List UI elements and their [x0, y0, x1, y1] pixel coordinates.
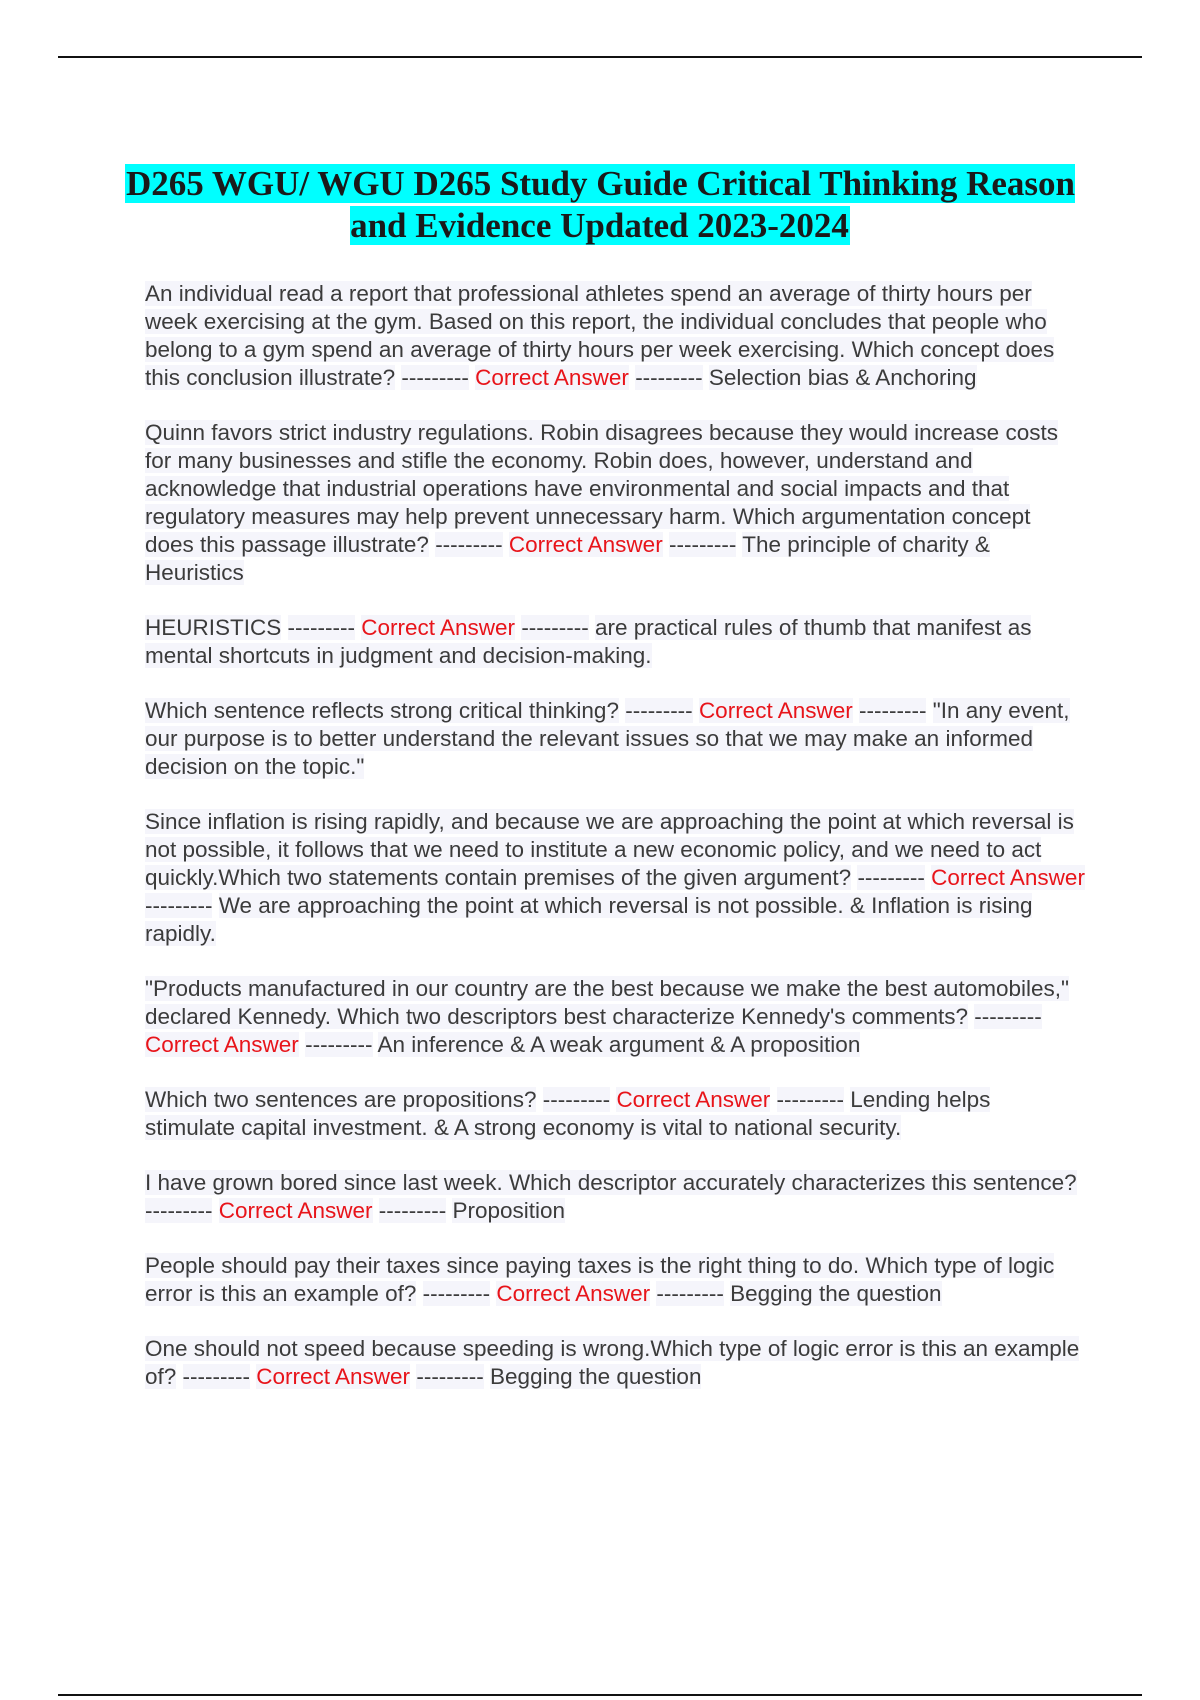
answer-text: "In any event, our purpose is to better understand the relevant issues so that we may make an informed decision on the topic." [145, 698, 1070, 779]
question-text: One should not speed because speeding is wrong.Which type of logic error is this an example of? [145, 1336, 1080, 1389]
answer-text: Begging the question [490, 1364, 702, 1389]
separator: --------- [378, 1198, 447, 1223]
question-text: Which two sentences are propositions? [145, 1087, 537, 1112]
qa-item [145, 1169, 1085, 1225]
qa-item [145, 1252, 1085, 1308]
separator: --------- [287, 615, 355, 640]
separator: --------- [857, 865, 925, 890]
separator: --------- [656, 1281, 724, 1306]
qa-list [145, 280, 1085, 1418]
correct-answer-label: Correct Answer [931, 865, 1085, 890]
page-bottom-rule [58, 1694, 1142, 1696]
answer-text: The principle of charity & Heuristics [145, 532, 990, 585]
answer-text: We are approaching the point at which reversal is not possible. & Inflation is rising rapidly. [145, 893, 1033, 946]
separator: --------- [305, 1032, 373, 1057]
question-text: Quinn favors strict industry regulations. Robin disagrees because they would increase costs for many businesses and stifle the economy. Robin does, however, understand and acknowledge that industrial operations have environmental and social impacts and that regulatory measures may help prevent unnecessary harm. Which argumentation concept does this passage illustrate? [145, 420, 1058, 557]
separator: --------- [422, 1281, 491, 1306]
question-text: An individual read a report that professional athletes spend an average of thirty hours per week exercising at the gym. Based on this report, the individual concludes that people who belong to a gym spend an average of thirty hours per week exercising. Which concept does this conclusion illustrate? [145, 281, 1055, 390]
question-text: I have grown bored since last week. Which descriptor accurately characterizes this sentence? [145, 1170, 1077, 1195]
correct-answer-label: Correct Answer [508, 532, 663, 557]
correct-answer-label: Correct Answer [616, 1087, 771, 1112]
separator: --------- [625, 698, 693, 723]
answer-text: Begging the question [730, 1281, 942, 1306]
separator: --------- [668, 532, 737, 557]
document-title [120, 163, 1080, 247]
answer-text: Proposition [452, 1198, 566, 1223]
qa-item [145, 808, 1085, 948]
question-text: HEURISTICS [145, 615, 282, 640]
qa-item [145, 697, 1085, 781]
correct-answer-label: Correct Answer [256, 1364, 411, 1389]
question-text: Which sentence reflects strong critical thinking? [145, 698, 619, 723]
answer-text: are practical rules of thumb that manifest as mental shortcuts in judgment and decision-making. [145, 615, 1032, 668]
separator: --------- [542, 1087, 611, 1112]
answer-text: Selection bias & Anchoring [708, 365, 977, 390]
separator: --------- [521, 615, 589, 640]
correct-answer-label: Correct Answer [698, 698, 853, 723]
qa-item [145, 1335, 1085, 1391]
qa-item [145, 614, 1085, 670]
document-title-text: D265 WGU/ WGU D265 Study Guide Critical Thinking Reason and Evidence Updated 2023-2024 [125, 164, 1076, 246]
separator: --------- [145, 893, 213, 918]
question-text: Since inflation is rising rapidly, and because we are approaching the point at which reversal is not possible, it follows that we need to institute a new economic policy, and we need to act quickly.Which two statements contain premises of the given argument? [145, 809, 1074, 890]
answer-text: An inference & A weak argument & A proposition [377, 1032, 861, 1057]
correct-answer-label: Correct Answer [361, 615, 516, 640]
separator: --------- [776, 1087, 844, 1112]
separator: --------- [435, 532, 503, 557]
correct-answer-label: Correct Answer [475, 365, 629, 390]
page-top-rule [58, 56, 1142, 58]
qa-item [145, 1086, 1085, 1142]
answer-text: Lending helps stimulate capital investment. & A strong economy is vital to national security. [145, 1087, 991, 1140]
qa-item [145, 975, 1085, 1059]
separator: --------- [401, 365, 469, 390]
correct-answer-label: Correct Answer [496, 1281, 651, 1306]
correct-answer-label: Correct Answer [145, 1032, 299, 1057]
qa-item [145, 419, 1085, 587]
separator: --------- [859, 698, 927, 723]
correct-answer-label: Correct Answer [218, 1198, 373, 1223]
qa-item [145, 280, 1085, 392]
question-text: "Products manufactured in our country are the best because we make the best automobiles," declared Kennedy. Which two descriptors best characterize Kennedy's comments? [145, 976, 1069, 1029]
separator: --------- [635, 365, 703, 390]
question-text: People should pay their taxes since paying taxes is the right thing to do. Which type of logic error is this an example of? [145, 1253, 1055, 1306]
separator: --------- [974, 1004, 1042, 1029]
separator: --------- [416, 1364, 484, 1389]
separator: --------- [182, 1364, 250, 1389]
separator: --------- [145, 1198, 213, 1223]
